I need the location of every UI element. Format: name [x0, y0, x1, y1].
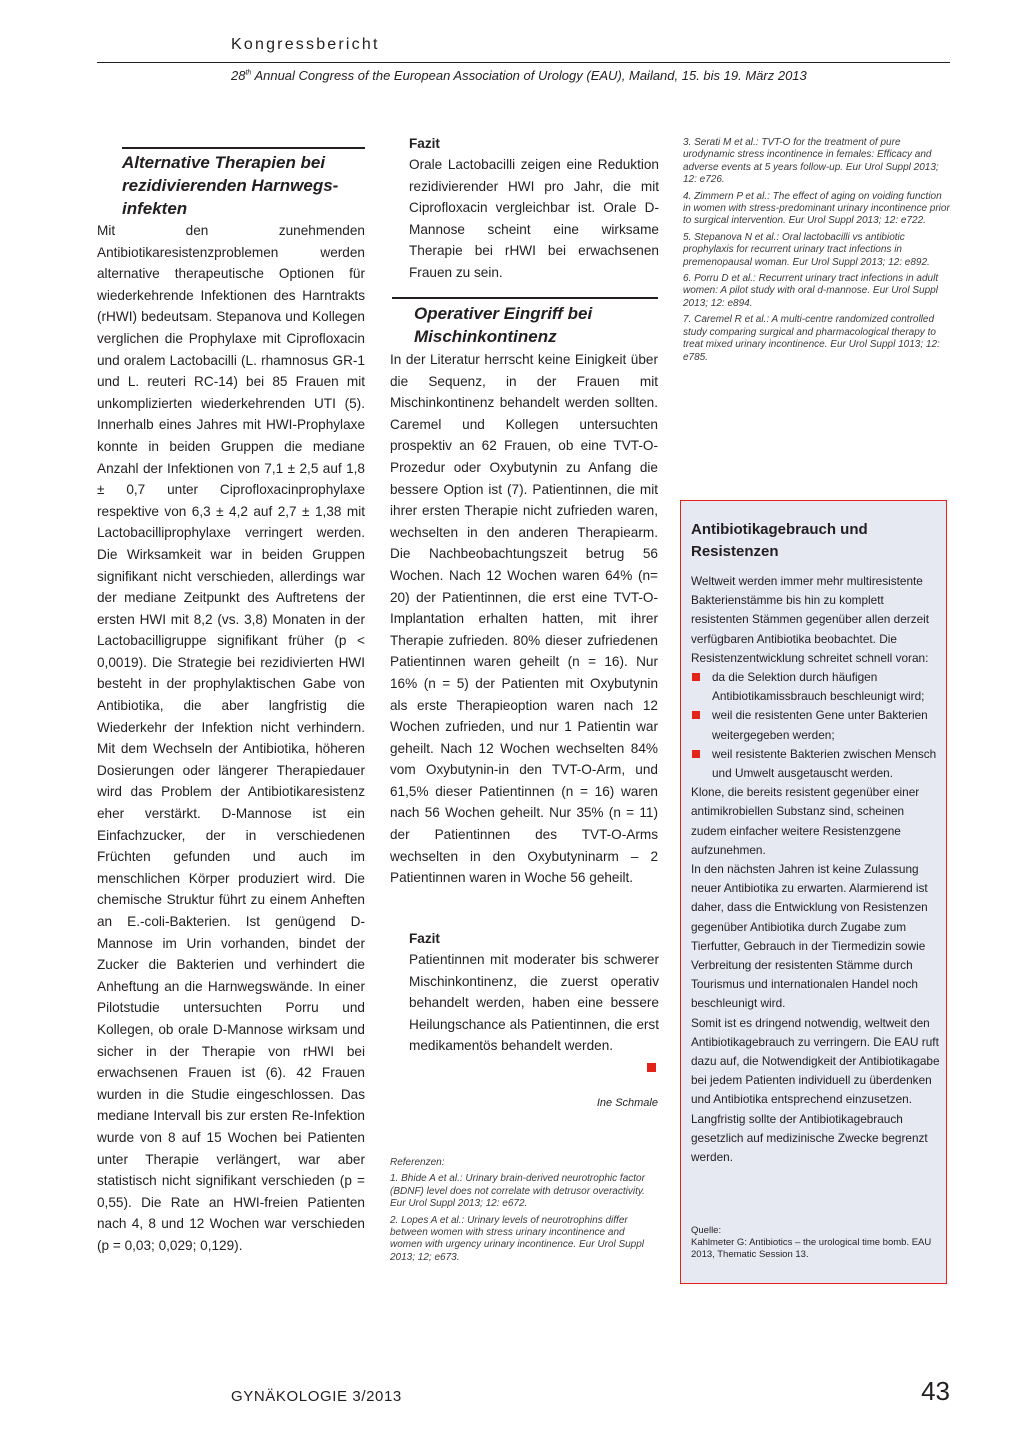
- reference-item: 2. Lopes A et al.: Urinary levels of neurotrophins differ between women with stress urinary incontinence and women with urgency urinary incontinence. Eur Urol Suppl 2013; 12; e673.: [390, 1214, 645, 1263]
- reference-item: 5. Stepanova N et al.: Oral lactobacilli vs antibiotic prophylaxis for recurrent urinary tract infections in premenopausal woman. Eur Urol Suppl 2013; 12: e892.: [683, 231, 930, 268]
- bullet-square-icon: [692, 750, 700, 758]
- reference-item: 7. Caremel R et al.: A multi-centre randomized controlled study comparing surgical and pharmacological therapy to treat mixed urinary incontinence. Eur Urol Suppl 1013; 12: e785.: [683, 314, 940, 363]
- references-list-left: [390, 1157, 658, 1268]
- section1-paragraph: Mit den zunehmenden Antibiotikaresistenzproblemen werden alternative therapeutische Optionen für wiederkehrende Infektionen des Harntrakts (rHWI) bedeutsam. Stepanova und Kollegen verglichen die Prophylaxe mit Ciprofloxacin und oralem Lactobacilli (L. rhamnosus GR-1 und L. reuteri RC-14) bei 85 Frauen mit unkomplizierten wiederkehrenden UTI (5). Innerhalb eines Jahres mit HWI-Prophylaxe konnte in beiden Gruppen die mediane Anzahl der Infektionen von 7,1 ± 2,5 auf 1,8 ± 0,7 unter Ciprofloxacinprophylaxe respektive von 6,3 ± 4,2 auf 2,7 ± 1,38 mit Lactobacilliprophylaxe verringert werden. Die Wirksamkeit war in beiden Gruppen signifikant nicht verschieden, allerdings war der mediane Zeitpunkt des Auftretens der ersten HWI mit 8,2 (vs. 3,8) Monaten in der Lactobacilligruppe signifikant früher (p < 0,0019). Die Strategie bei rezidivierten HWI besteht in der prophylaktischen Gabe von Antibiotika, die aber langfristig die Wiederkehr der Infektion nicht verhindern. Mit dem Wechseln der Antibiotika, höheren Dosierungen oder längerer Therapiedauer wird das Problem der Antibiotikaresistenz eher verstärkt. D-Mannose ist ein Einfachzucker, der in verschiedenen Früchten gefunden und auch im menschlichen Körper produziert wird. Die chemische Struktur führt zu einem Anheften an E.-coli-Bakterien. Ist genügend D-Mannose im Urin vorhanden, bindet der Zucker die Bakterien und verhindert die Anheftung an die Harnwegswände. In einer Pilotstudie untersuchten Porru und Kollegen, ob orale D-Mannose wirksam und sicher in der Therapie von rHWI bei erwachsenen Frauen ist (6). 42 Frauen wurden in die Studie eingeschlossen. Das mediane Intervall bis zur ersten Re-Infektion wurde von 8 auf 15 Wochen bei Patienten unter Therapie verlängert, war aber statistisch nicht signifikant verschieden (p = 0,55). Die Rate an HWI-freien Patienten nach 4, 8 und 12 Wochen war verschieden (p = 0,03; 0,029; 0,129).: [97, 223, 365, 1253]
- page-number: 43: [921, 1376, 950, 1406]
- section2-rule: [392, 297, 658, 299]
- source-label: Quelle:: [691, 1225, 722, 1236]
- references-heading: Referenzen:: [390, 1157, 445, 1168]
- info-box-paragraph: Somit ist es dringend notwendig, weltweit den Antibiotikagebrauch zu verringern. Die EAU ruft dazu auf, die Notwendigkeit der Antibiotikagabe bei jedem Patienten individuell zu überdenken und Antibiotika entsprechend einzusetzen. Langfristig sollte der Antibiotikagebrauch gesetzlich auf medizinische Zwecke begrenzt werden.: [691, 1015, 940, 1165]
- header-rule: [97, 62, 950, 63]
- section1-title: Alternative Therapien bei rezidivierenden Harnwegs- infekten: [122, 153, 339, 218]
- bullet-item: [691, 745, 941, 783]
- bullet-text: da die Selektion durch häufigen Antibiotikamissbrauch beschleunigt wird;: [712, 670, 925, 704]
- info-box-body: [691, 572, 941, 1167]
- journal-issue: GYNÄKOLOGIE 3/2013: [231, 1388, 402, 1405]
- info-box-intro: Weltweit werden immer mehr multiresistente Bakterienstämme bis hin zu komplett resistenten Stämmen gegenüber allen derzeit verfügbaren Antibiotika beobachtet. Die Resistenzentwicklung schreitet schnell voran:: [691, 574, 930, 665]
- fazit2-text: Patientinnen mit moderater bis schwerer Mischinkontinenz, die zuerst operativ behandelt werden, haben eine bessere Heilungschance als Patientinnen, die erst medikamentös behandelt werden.: [409, 952, 659, 1054]
- section1-rule: [122, 147, 365, 149]
- section2-body: [390, 349, 658, 889]
- fazit1-text: Orale Lactobacilli zeigen eine Reduktion rezidivierender HWI pro Jahr, die mit Ciprofloxacin vergleichbar ist. Orale D-Mannose scheint eine wirksame Therapie bei rHWI bei erwachsenen Frauen zu sein.: [409, 157, 659, 280]
- section-header-title: Kongressbericht: [231, 36, 380, 53]
- bullet-square-icon: [692, 673, 700, 681]
- section2-paragraph: In der Literatur herrscht keine Einigkeit über die Sequenz, in der Frauen mit Mischinkontinenz behandelt werden sollten. Caremel und Kollegen untersuchten prospektiv an 62 Frauen, ob eine TVT-O-Prozedur oder Oxybutynin zu Anfang die bessere Option ist (7). Patientinnen, die mit ihrer ersten Therapie nicht zufrieden waren, wechselten in den anderen Therapiearm. Die Nachbeobachtungszeit betrug 56 Wochen. Nach 12 Wochen waren 64% (n= 20) der Patientinnen, die erst eine TVT-O-Implantation erhalten hatten, mit ihrer Therapie zufrieden. 80% dieser zufriedenen Patientinnen waren geheilt (n = 16). Nur 16% (n = 5) der Patienten mit Oxybutynin als erste Therapieoption waren nach 12 Wochen zufrieden, und nur 1 Patientin war geheilt. Nach 12 Wochen wechselten 84% vom Oxybutynin-in den TVT-O-Arm, und 61,5% dieser Patientinnen (n = 16) waren nach 56 Wochen geheilt. Nur 35% (n = 11) der Patientinnen des TVT-O-Arms wechselten in den Oxybutyninarm – 2 Patientinnen waren in Woche 56 geheilt.: [390, 352, 658, 886]
- bullet-item: [691, 706, 941, 744]
- references-list-right: [683, 137, 951, 368]
- fazit1-heading: Fazit: [409, 136, 440, 151]
- end-mark-square: [647, 1063, 656, 1072]
- bullet-text: weil resistente Bakterien zwischen Mensch und Umwelt ausgetauscht werden.: [712, 746, 937, 781]
- info-box-paragraph: Klone, die bereits resistent gegenüber einer antimikrobiellen Substanz sind, scheinen zudem einfacher weitere Resistenzgene aufzunehmen.: [691, 785, 920, 857]
- reference-item: 4. Zimmern P et al.: The effect of aging on voiding function in women with stress-predominant urinary incontinence prior to surgical intervention. Eur Urol Suppl 2013; 12: e722.: [683, 190, 950, 227]
- reference-item: 3. Serati M et al.: TVT-O for the treatment of pure urodynamic stress incontinence in females: Efficacy and adverse events at 5 years follow-up. Eur Urol Suppl 2013; 12: e726.: [683, 137, 939, 186]
- fazit2-block: [409, 928, 659, 1057]
- source-text: Kahlmeter G: Antibiotics – the urological time bomb. EAU 2013, Thematic Session 13.: [691, 1237, 932, 1260]
- congress-subtitle: 28th Annual Congress of the European Association of Urology (EAU), Mailand, 15. bis 19. März 2013: [231, 68, 807, 83]
- info-box-paragraph: In den nächsten Jahren ist keine Zulassung neuer Antibiotika zu erwarten. Alarmierend ist daher, dass die Entwicklung von Resistenzen gegenüber Antibiotika durch Zugabe zum Tierfutter, Gebrauch in der Tiermedizin sowie Verbreitung der resistenten Stämme durch Tourismus und internationalen Handel noch beschleunigt wird.: [691, 862, 928, 1011]
- info-box-title: Antibiotikagebrauch und Resistenzen: [691, 521, 868, 560]
- author-name: Ine Schmale: [596, 1097, 658, 1109]
- section1-body: [97, 220, 365, 1257]
- reference-item: 6. Porru D et al.: Recurrent urinary tract infections in adult women: A pilot study with oral d-mannose. Eur Urol Suppl 2013; 12: e894.: [683, 273, 939, 309]
- bullet-text: weil die resistenten Gene unter Bakterien weitergegeben werden;: [712, 708, 928, 742]
- fazit1-block: [409, 133, 659, 284]
- bullet-square-icon: [692, 711, 700, 719]
- section2-title: Operativer Eingriff bei Mischinkontinenz: [414, 304, 593, 346]
- fazit2-heading: Fazit: [409, 931, 440, 946]
- info-box-source: [691, 1225, 941, 1261]
- reference-item: 1. Bhide A et al.: Urinary brain-derived neurotrophic factor (BDNF) level does not correlate with detrusor overactivity. Eur Urol Suppl 2013; 12: e672.: [390, 1173, 645, 1210]
- bullet-item: [691, 668, 941, 706]
